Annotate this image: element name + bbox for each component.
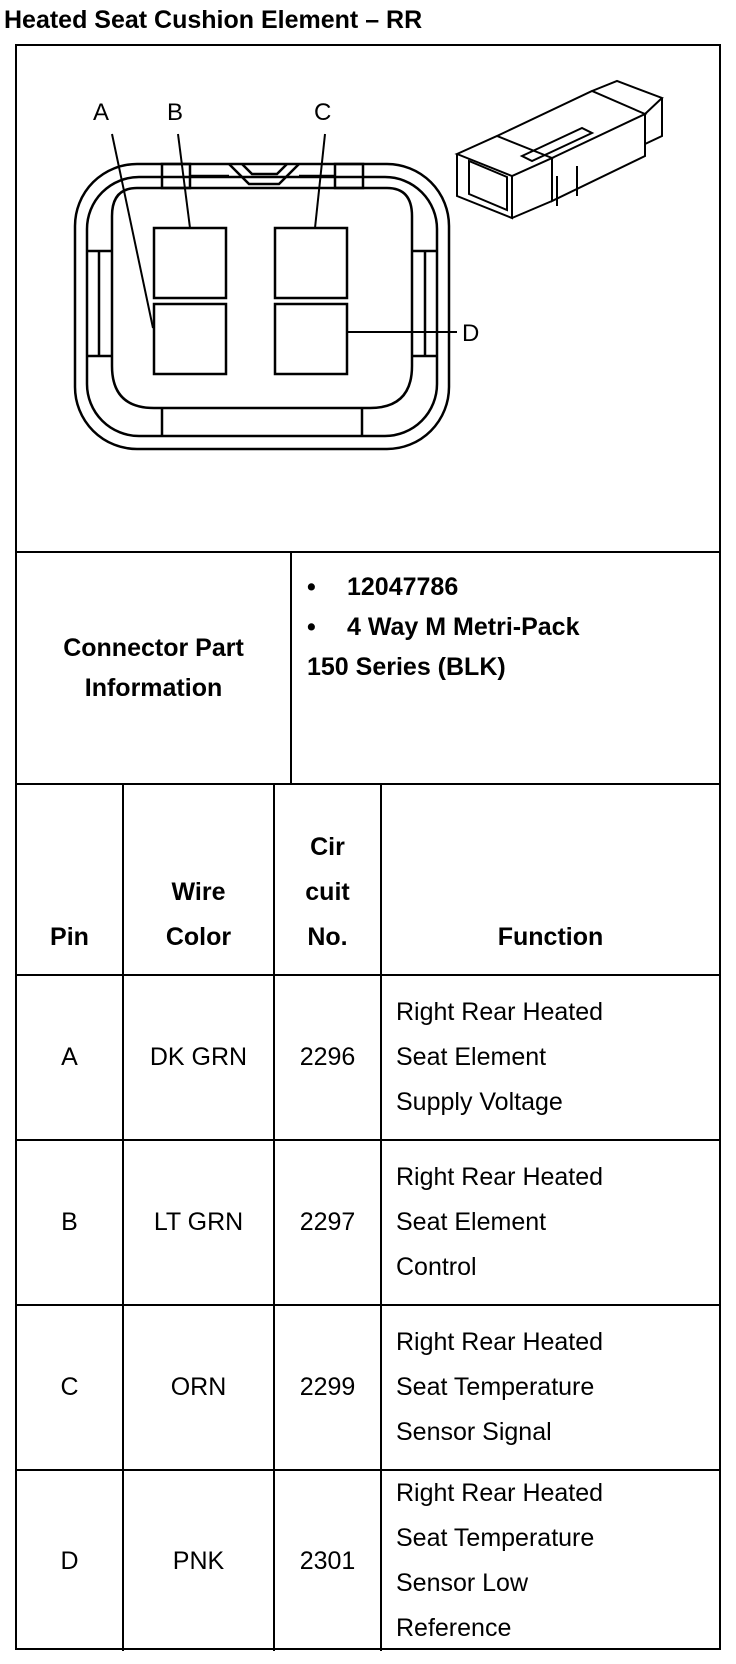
connector-series: 150 Series (BLK)	[307, 653, 506, 681]
table-row	[17, 1140, 719, 1305]
callout-b: B	[167, 99, 184, 126]
bullet-icon: •	[307, 573, 316, 601]
function-cell: Right Rear Heated Seat Temperature Sensor Low Reference	[381, 1470, 719, 1651]
bullet-icon: •	[307, 613, 316, 641]
connector-type: 4 Way M Metri-Pack	[347, 613, 580, 641]
header-pin: Pin	[17, 785, 123, 975]
cpi-bullet-1	[307, 567, 712, 607]
pin-cell: D	[17, 1470, 123, 1651]
table-row	[17, 1470, 719, 1651]
cpi-label: Connector Part Information	[63, 634, 244, 702]
table-row	[17, 1305, 719, 1470]
table-row	[17, 975, 719, 1140]
header-wire-color: Wire Color	[123, 785, 274, 975]
header-circuit-no: Cir cuit No.	[274, 785, 381, 975]
callout-a: A	[93, 99, 110, 126]
connector-body-isometric-icon	[457, 46, 662, 218]
page-title: Heated Seat Cushion Element – RR	[4, 6, 423, 34]
cpi-values	[307, 567, 712, 687]
wire-color-cell: DK GRN	[123, 975, 274, 1140]
table-header-row	[17, 785, 719, 975]
connector-part-information	[17, 553, 719, 785]
function-cell: Right Rear Heated Seat Element Control	[381, 1140, 719, 1305]
connector-sheet	[15, 44, 721, 1650]
pinout-table	[17, 785, 719, 1651]
pin-cell: B	[17, 1140, 123, 1305]
circuit-cell: 2297	[274, 1140, 381, 1305]
pin-cell: C	[17, 1305, 123, 1470]
cpi-bullet-2	[307, 607, 712, 647]
circuit-cell: 2301	[274, 1470, 381, 1651]
wire-color-cell: PNK	[123, 1470, 274, 1651]
header-function: Function	[381, 785, 719, 975]
callout-d: D	[462, 320, 480, 347]
cpi-label-cell	[17, 553, 292, 783]
function-cell: Right Rear Heated Seat Temperature Sensor Signal	[381, 1305, 719, 1470]
function-cell: Right Rear Heated Seat Element Supply Voltage	[381, 975, 719, 1140]
circuit-cell: 2299	[274, 1305, 381, 1470]
wire-color-cell: LT GRN	[123, 1140, 274, 1305]
callout-c: C	[314, 99, 332, 126]
part-number: 12047786	[347, 573, 459, 601]
pin-cell: A	[17, 975, 123, 1140]
pinout-table-wrapper	[17, 785, 719, 1651]
circuit-cell: 2296	[274, 975, 381, 1140]
connector-face-view-icon	[17, 46, 719, 551]
wire-color-cell: ORN	[123, 1305, 274, 1470]
connector-diagram-panel	[17, 46, 719, 553]
